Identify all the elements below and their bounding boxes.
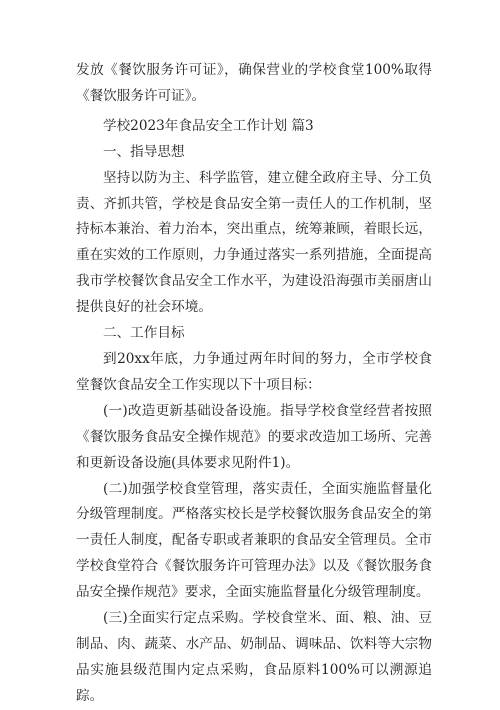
goal-item-2: (二)加强学校食堂管理，落实责任，全面实施监督量化分级管理制度。严格落实校长是学校餐饮服务食品安全的第一责任人制度，配备专职或者兼职的食品安全管理员。全市学校食堂符合《餐饮服务许可管理办法》以及《餐饮服务食品安全操作规范》要求，全面实施监督量化分级管理制度。 bbox=[76, 480, 432, 601]
document-title: 学校2023年食品安全工作计划 篇3 bbox=[103, 117, 314, 134]
work-goals-paragraph: 到20xx年底，力争通过两年时间的努力，全市学校食堂餐饮食品安全工作实现以下十项目标： bbox=[76, 350, 432, 393]
document-page bbox=[76, 58, 432, 710]
guiding-thought-paragraph: 坚持以防为主、科学监管，建立健全政府主导、分工负责、齐抓共管，学校是食品安全第一责任人的工作机制，坚持标本兼治、着力治本，突出重点，统筹兼顾，着眼长远，重在实效的工作原则，力争通过落实一系列措施，全面提高我市学校餐饮食品安全工作水平，为建设沿海强市美丽唐山提供良好的社会环境。 bbox=[76, 169, 432, 316]
intro-paragraph: 发放《餐饮服务许可证》，确保营业的学校食堂100%取得《餐饮服务许可证》。 bbox=[76, 62, 432, 104]
goal-item-1: (一)改造更新基础设备设施。指导学校食堂经营者按照《餐饮服务食品安全操作规范》的要求改造加工场所、完善和更新设备设施(具体要求见附件1)。 bbox=[76, 402, 432, 471]
goal-item-3: (三)全面实行定点采购。学校食堂米、面、粮、油、豆制品、肉、蔬菜、水产品、奶制品、调味品、饮料等大宗物品实施县级范围内定点采购，食品原料100%可以溯源追踪。 bbox=[76, 610, 432, 704]
section-heading-work-goals: 二、工作目标 bbox=[103, 325, 185, 342]
section-heading-guiding-thought: 一、指导思想 bbox=[103, 143, 185, 160]
